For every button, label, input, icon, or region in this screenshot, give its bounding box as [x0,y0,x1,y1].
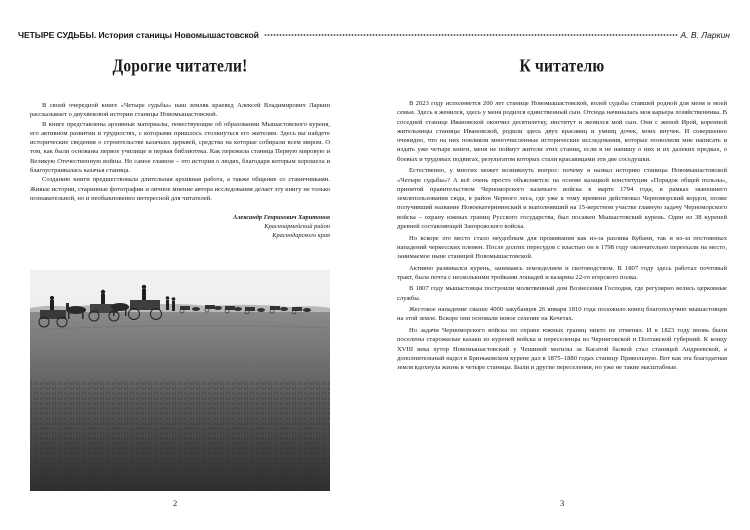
dotted-rule [264,33,678,37]
right-paragraph: Жестокое нападение свыше 4000 закубанцев 26 января 1810 года положило конец благополучию мышастовцев на этой земле. Вскоре они основали новое селение на Кочетах. [397,306,727,323]
left-heading: Дорогие читатели! [112,56,248,77]
left-text [30,101,330,203]
signature-block [30,213,330,240]
left-page [30,44,330,240]
right-paragraph: Но вскоре это место стало неудобным для проживания как из-за разлива Кубани, так и из-за постоянных нападений черкесских племен. После долгих пересудов с властью он в 1798 году окончательно переехали на место, занимаемое ныне станицей Новомышастовской. [397,234,727,261]
running-header [18,29,736,41]
right-paragraph: В 2023 году исполняется 200 лет станице Новомышастовской, волей судьбы ставшей родной для меня и моей семьи. Здесь я женился, здесь у меня родился единственный сын. Отсюда начиналась моя карьера хозяйственника. В соседней станице Ивановской окончил десятилетку, институт и женился мой сын. Они с женой Ирой, коренной жительницы станицы Ивановской, родили здесь двух красавиц и умниц дочек, моих внучек. И совершенно очевидно, что на них повлияли многочисленные исторические исследования, которые позволили мне написать и издать уже четыре книги, меня не поймут жители этих станиц, если я не напишу о них и их далеких предках, о боевых и трудовых подвигах, результатом которых стали красавицами эти две соседушки. [397,100,727,163]
author-name: А. В. Ларкин [680,30,730,40]
right-text [397,99,727,372]
book-title: ЧЕТЫРЕ СУДЬБЫ. История станицы Новомышастовской [18,29,263,41]
left-paragraph: Созданию книги предшествовала длительная архивная работа, а также общение со станичниками. Живые истории, старинные фотографии и личное мнение автора исследования делает эту книгу не только познавательной, но и необыкновенно интересной для читателей. [30,176,330,202]
right-paragraph: Активно развивался курень, занимаясь земледелием и скотоводством. В 1807 году здесь работал почтовый тракт, была почта с несколькими тройками лошадей и казармы 22-го егерского полка. [397,264,727,281]
right-paragraph: Но задачи Черноморского войска по охране южных границ никто не отменял. И в 1823 году вновь были поселены старожилые казаки из куреней войска и переселенцы из Черниговской и Полтавской губерний. К концу XVIII века хутор Новомышастовский у Чешиной могилы за Касатой балкой стал станицей Андреевской, а дополнительный надел в Бриньковском курене дал в 1875–1880 годах станицу Привольную. Вот как эта благодатная земля вдохнула жизнь в четыре станицы. Были и другие переселения, но уже не такие масштабные. [397,326,727,372]
left-paragraph: В своей очередной книге «Четыре судьбы» наш земляк краевед Алексей Владимирович Ларкин рассказывает о двухвековой истории станицы Новомышастовской. [30,102,330,119]
right-paragraph: В 1807 году мышастовцы построили молитвенный дом Вознесения Господня, где регулярно велись церковные службы. [397,285,727,302]
signature-line: Красноармейский район [264,223,330,231]
signature-name: Александр Генрихович Харитонов [232,214,330,222]
historical-photo [30,270,330,491]
right-heading: К читателю [519,56,605,77]
right-page [397,44,727,372]
page-number-left: 2 [173,498,178,508]
signature-line: Краснодарского края [272,232,330,240]
page-number-right: 3 [560,498,565,508]
left-paragraph: В книге представлены архивные материалы, повествующие об образовании Мышастовского куреня, его активном развитии и трудностях, с которыми пришлось столкнуться его жителям. Здесь вы найдете исторические сведения о строительстве казачьих церквей, средства на которые собирали всем миром. О том, как были основаны первое училище и первая библиотека. Как пережила станица Первую мировую и Великую Отечественную войны. Но самое главное – это история о людях, благодаря которым хорошела и благоустраивалась казачья станица. [30,120,330,175]
right-paragraph: Естественно, у многих может возникнуть вопрос: почему я назвал историю станицы Новомышастовской «Четыре судьбы»? А всё очень просто объясняется: на основе казацкой конституции «Порядок общей пользы», принятой правительством Черноморского казачьего войска в марте 1794 года, в рамках нынешнего землепользования сюда, в район Черного леса, где уже к тому времени действовал Черноморский кордон, позже получивший название Новоекатерининский и выполнявший на 15-верстном участке главную задачу Черноморского войска – охрану южных границ Русского государства, был посажен Мышастовский курень. Один из 38 куреней древней составляющей Запорожского войска. [397,167,727,231]
